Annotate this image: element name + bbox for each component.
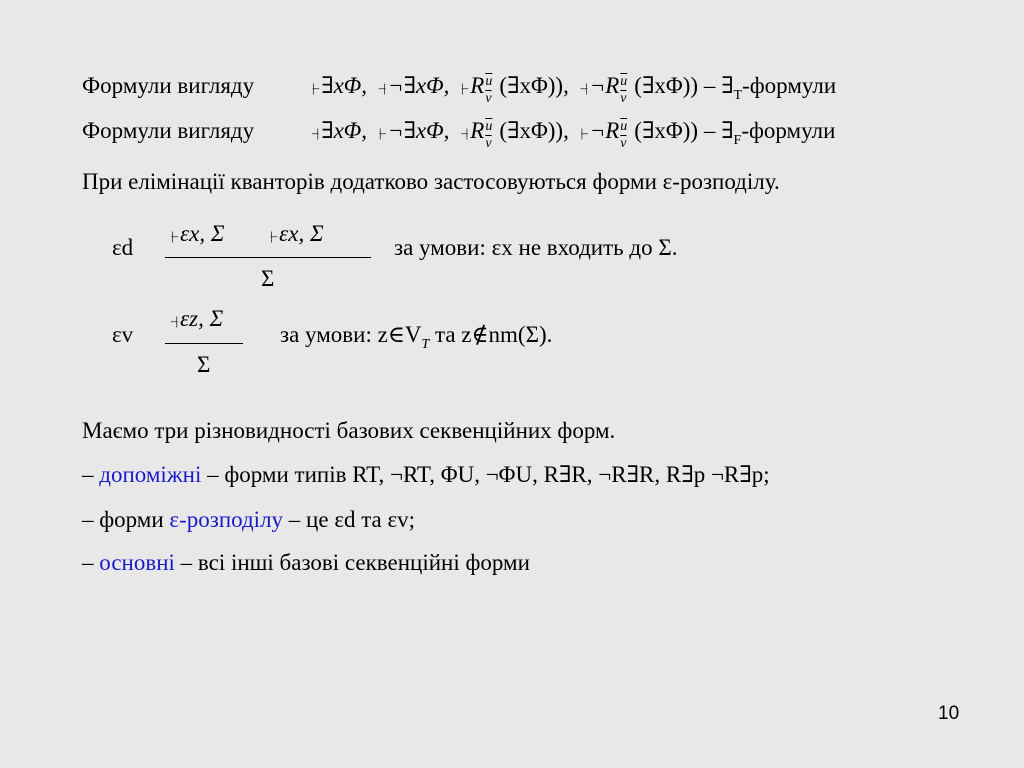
ed-rule-numerator	[165, 219, 324, 251]
numerator-left: εx, Σ	[180, 221, 225, 246]
bullet-basic: – основні – всі інші базові секвенційні форми	[82, 550, 530, 575]
formula-R: ¬R	[589, 73, 620, 98]
row-lead-text: Формули вигляду	[82, 73, 255, 98]
term-basic: основні	[99, 550, 175, 575]
forms-intro-text: Маємо три різновидності базових секвенційних форм.	[82, 418, 616, 443]
turnstile-symbol: |–	[461, 79, 467, 95]
turnstile-symbol: –|	[461, 124, 467, 140]
term-auxiliary: допоміжні	[99, 462, 202, 487]
turnstile-symbol: |–	[580, 124, 586, 140]
formula-R: ¬R	[589, 118, 620, 143]
bullet-auxiliary: – допоміжні – форми типів RT, ¬RT, ΦU, ¬ΦU, R∃R, ¬R∃R, R∃p ¬R∃p;	[82, 462, 770, 487]
substitution-index: $\overline{u}$ $\overline{v}$	[620, 73, 628, 106]
turnstile-symbol: –|	[312, 124, 318, 140]
formula-row-exists-f	[82, 116, 254, 146]
formula-term: (∃xΦ))	[634, 73, 699, 98]
formula-term: ¬∃xΦ,	[387, 118, 450, 143]
formula-term: (∃xΦ)),	[499, 73, 569, 98]
page-number: 10	[938, 703, 960, 724]
turnstile-symbol: |–	[270, 227, 276, 243]
ed-rule-name: εd	[112, 235, 134, 260]
formula-term: (∃xΦ)),	[499, 118, 569, 143]
substitution-index: $\overline{u}$ $\overline{v}$	[485, 73, 493, 106]
formula-class-label: – $\exists_T$-формули	[703, 73, 837, 103]
numerator-right: εx, Σ	[279, 221, 324, 246]
turnstile-symbol: |–	[312, 79, 318, 95]
formula-term: (∃xΦ))	[634, 118, 699, 143]
row-lead-text: Формули вигляду	[82, 118, 255, 143]
formula-class-label: – $\exists_F$-формули	[703, 118, 836, 148]
ed-fraction-line	[165, 257, 371, 258]
ev-rule-numerator	[165, 304, 223, 336]
turnstile-symbol: –|	[580, 79, 586, 95]
formula-R: R	[470, 118, 485, 143]
formula-row-exists-t	[82, 71, 254, 101]
formula-term: ¬∃xΦ,	[387, 73, 450, 98]
ev-rule-name: εv	[112, 322, 134, 347]
formula-list-exists-t	[306, 71, 836, 105]
substitution-index: $\overline{u}$ $\overline{v}$	[620, 118, 628, 151]
numerator: εz, Σ	[180, 306, 224, 331]
intro-text: При елімінації кванторів додатково застосовуються форми ε-розподілу.	[82, 169, 780, 194]
turnstile-symbol: –|	[171, 312, 177, 328]
formula-term: ∃xΦ,	[321, 118, 368, 143]
bullet-epsilon-distribution: – форми ε-розподілу – це εd та εv;	[82, 507, 416, 532]
formula-R: R	[470, 73, 485, 98]
ed-rule-condition: за умови: εx не входить до Σ.	[394, 235, 678, 260]
ev-fraction-line	[165, 343, 243, 344]
turnstile-symbol: |–	[378, 124, 384, 140]
substitution-index: $\overline{u}$ $\overline{v}$	[485, 118, 493, 151]
formula-term: ∃xΦ,	[321, 73, 368, 98]
ed-rule-denominator: Σ	[261, 266, 275, 291]
term-epsilon-distribution: ε-розподілу	[169, 507, 284, 532]
ev-rule-condition: за умови: $z\in V_T$ та z∉nm(Σ).	[280, 322, 553, 352]
formula-list-exists-f	[306, 116, 835, 150]
turnstile-symbol: –|	[378, 79, 384, 95]
ev-rule-denominator: Σ	[197, 352, 211, 377]
turnstile-symbol: |–	[171, 227, 177, 243]
